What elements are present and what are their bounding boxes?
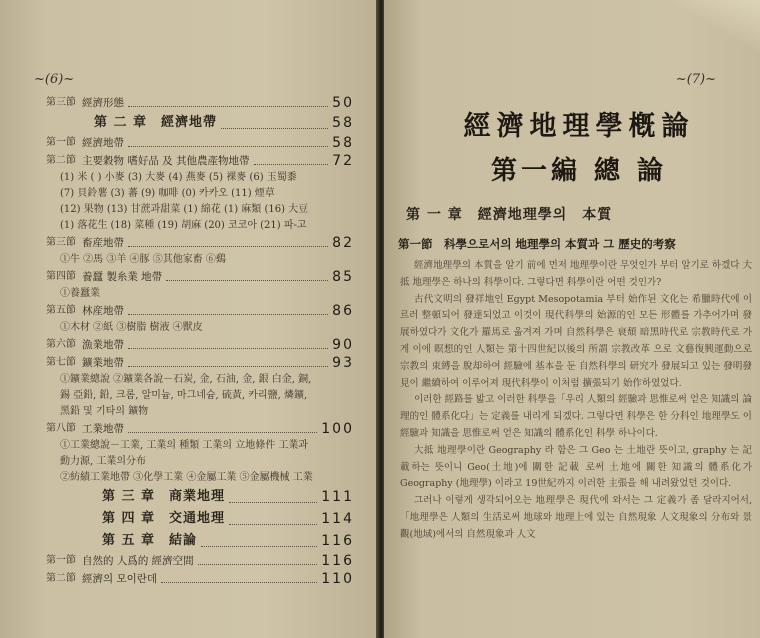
toc-section-number: 第八節 bbox=[46, 423, 76, 434]
toc-title: 第 三 章 商業地理 bbox=[102, 489, 226, 504]
toc-section-number: 第三節 bbox=[46, 97, 76, 108]
folded-page-corner bbox=[670, 0, 760, 52]
toc-page-number: 93 bbox=[332, 355, 354, 371]
toc-subitems-line: (12) 果物 (13) 甘蔗과甜菜 (1) 綿花 (1) 麻類 (16) 大豆 bbox=[60, 204, 309, 215]
left-page-number: ~(6)~ bbox=[34, 72, 75, 87]
toc-title: 主要穀物 嗜好品 及 其他農產物地帶 bbox=[82, 155, 250, 167]
section-title: 第一節 科學으로서의 地理學의 本質과 그 歷史的考察 bbox=[398, 237, 676, 251]
paragraph: 그러나 이렇게 생각되어오는 地理學은 現代에 와서는 그 定義가 좀 달라지어서,「地理學은 人類의 生活로써 地球와 地理上에 있는 自然現象 人文現象의 分布와 景觀(地域)에서의 自然現象과 人文 bbox=[400, 495, 752, 540]
toc-title: 鑛業地帶 bbox=[82, 357, 124, 369]
toc-title: 養蠶 製糸業 地帶 bbox=[82, 271, 163, 283]
toc-page-number: 110 bbox=[321, 571, 354, 587]
toc-subitems-line: ①牛 ②馬 ③羊 ④豚 ⑤其他家畜 ⑥鷄 bbox=[60, 254, 226, 265]
toc-page-number: 85 bbox=[332, 269, 354, 285]
toc-page-number: 116 bbox=[321, 553, 354, 569]
left-page bbox=[0, 0, 378, 638]
toc-subitems-line: 黑鉛 및 기타의 鑛物 bbox=[60, 406, 149, 417]
paragraph: 이러한 經路를 밟고 이러한 科學을「우리 人類의 經驗과 思惟로써 얻은 知識의 論理的인 體系化다」는 定義를 내리게 되겠다. 그렇다면 科學은 한 分科인 地理學도 이 經驗과 知識을 思惟로써 얻은 知識의 體系化인 科學 하나이다. bbox=[400, 394, 752, 439]
toc-entry-row bbox=[46, 302, 354, 320]
toc-entry-row bbox=[46, 336, 354, 354]
toc-title: 經濟形態 bbox=[82, 97, 124, 109]
toc-subitems-line: 錫 亞鉛, 鉛, 크롬, 알미늄, 마그네슘, 硫黃, 카리鹽, 燐鑛, bbox=[60, 390, 308, 401]
toc-section-number: 第一節 bbox=[46, 137, 76, 148]
toc-title: 第 二 章 經濟地帶 bbox=[94, 115, 218, 130]
toc-page-number: 82 bbox=[332, 235, 354, 251]
toc-leader-dots bbox=[128, 146, 328, 147]
toc-leader-dots bbox=[229, 524, 317, 525]
toc-section-number: 第六節 bbox=[46, 339, 76, 350]
toc-entry-row bbox=[46, 420, 354, 438]
toc-leader-dots bbox=[221, 128, 328, 129]
toc-chapter-row bbox=[46, 112, 354, 134]
toc-title: 第 四 章 交通地理 bbox=[102, 511, 226, 526]
toc-chapter-row bbox=[46, 486, 354, 508]
toc-section-number: 第一節 bbox=[46, 555, 76, 566]
toc-entry-row bbox=[46, 268, 354, 286]
toc-entry-row bbox=[46, 134, 354, 152]
toc-leader-dots bbox=[229, 502, 317, 503]
toc-entry-row bbox=[46, 570, 354, 588]
toc-title: 畜産地帶 bbox=[82, 237, 124, 249]
toc-entry-row bbox=[46, 234, 354, 252]
chapter-title: 第 一 章 經濟地理學의 本質 bbox=[406, 207, 613, 223]
toc-leader-dots bbox=[198, 564, 318, 565]
toc-entry-row bbox=[46, 354, 354, 372]
toc-section-number: 第三節 bbox=[46, 237, 76, 248]
toc-title: 工業地帶 bbox=[82, 423, 124, 435]
toc-leader-dots bbox=[254, 164, 329, 165]
toc-title: 自然的 人爲的 經濟空間 bbox=[82, 555, 194, 567]
toc-leader-dots bbox=[201, 546, 317, 547]
toc-page-number: 72 bbox=[332, 153, 354, 169]
toc-page-number: 116 bbox=[321, 533, 354, 549]
toc-subitems-line: 動力源, 工業의分布 bbox=[60, 456, 147, 467]
toc-leader-dots bbox=[128, 246, 328, 247]
toc-subitems-line: (1) 落花生 (18) 菜種 (19) 胡麻 (20) 코코아 (21) 파-고 bbox=[60, 220, 307, 231]
toc-subitems-line: ①養蠶業 bbox=[60, 288, 100, 299]
toc-chapter-row bbox=[46, 508, 354, 530]
toc-leader-dots bbox=[166, 280, 328, 281]
toc-section-number: 第七節 bbox=[46, 357, 76, 368]
toc-page-number: 90 bbox=[332, 337, 354, 353]
toc-page-number: 58 bbox=[332, 135, 354, 151]
toc-subitems-line: (1) 米 ( ) 小麥 (3) 大麥 (4) 燕麥 (5) 裸麥 (6) 玉蜀黍 bbox=[60, 172, 297, 183]
toc-page-number: 58 bbox=[332, 115, 354, 131]
toc-section-number: 第五節 bbox=[46, 305, 76, 316]
toc-page-number: 114 bbox=[321, 511, 354, 527]
toc-page-number: 100 bbox=[321, 421, 354, 437]
toc-title: 林産地帶 bbox=[82, 305, 124, 317]
toc-title: 漁業地帶 bbox=[82, 339, 124, 351]
toc-subitems-line: ①鑛業總說 ②鑛業各說－石炭, 金, 石油, 金, 銀 白金, 銅, bbox=[60, 374, 312, 385]
right-page-number: ~(7)~ bbox=[675, 72, 716, 87]
right-page bbox=[384, 0, 760, 638]
paragraph: 大抵 地理學이란 Geography 라 함은 그 Geo 는 土地란 뜻이고, graphy 는 記載하는 뜻이니 Geo(土地)에 關한 記載 로써 土地에 關한 知識의 體系化가 Geography (地理學) 이라고 19世紀까지 이러한 主張을 해 내려왔었던 것이다. bbox=[400, 444, 752, 490]
table-of-contents bbox=[46, 94, 354, 588]
part-title: 第一編 總 論 bbox=[490, 156, 668, 186]
toc-leader-dots bbox=[128, 432, 317, 433]
paragraph: 經濟地理學의 本質을 알기 前에 먼저 地理學이란 무엇인가 부터 알기로 하겠다 大抵 地理學은 하나의 科學이다. 그렇다면 科學이란 어떤 것인가? bbox=[400, 260, 752, 288]
toc-page-number: 50 bbox=[332, 95, 354, 111]
toc-chapter-row bbox=[46, 530, 354, 552]
toc-subitems-line: ①木材 ②紙 ③樹脂 樹液 ④獸皮 bbox=[60, 322, 203, 333]
toc-leader-dots bbox=[128, 348, 328, 349]
toc-leader-dots bbox=[161, 582, 317, 583]
body-text bbox=[400, 258, 752, 544]
book-title: 經濟地理學槪論 bbox=[463, 111, 695, 142]
toc-title: 經濟의 모이란데 bbox=[82, 573, 158, 585]
toc-leader-dots bbox=[128, 106, 328, 107]
toc-page-number: 111 bbox=[321, 489, 354, 505]
toc-entry-row bbox=[46, 552, 354, 570]
toc-leader-dots bbox=[128, 314, 328, 315]
toc-subitems-line: (7) 貝鈴薯 (3) 蕃 (9) 咖啡 (0) 카카오 (11) 煙草 bbox=[60, 188, 275, 199]
toc-section-number: 第四節 bbox=[46, 271, 76, 282]
toc-page-number: 86 bbox=[332, 303, 354, 319]
toc-title: 第 五 章 結論 bbox=[102, 533, 198, 548]
toc-title: 經濟地帶 bbox=[82, 137, 124, 149]
toc-subitems-line: ①工業總說－工業, 工業의 種類 工業의 立地條件 工業과 bbox=[60, 440, 309, 451]
toc-section-number: 第二節 bbox=[46, 155, 76, 166]
toc-entry-row bbox=[46, 94, 354, 112]
paragraph: 古代文明의 發祥地인 Egypt Mesopotamia 부터 始作된 文化는 希臘時代에 이르러 整頓되어 發達되었고 이것이 現代科學의 始源的인 모든 形體를 가추어가며 發展하였다가 文化가 羅馬로 옮겨져 가며 自然科學은 衰頹 暗黑時代로 宗教時代로 가게 이에 瞑想的인 人類는 第十四世紀以後의 所謂 宗教改革 으로 文藝復興運動으로 宗教의 束縛을 脫却하여 經驗에 基本을 둔 自然科學의 研究가 發展되고 있는 發明發見이 繼續하여 이루어져 現代科學이 이처럼 擴張되기 始作하였었다. bbox=[400, 293, 752, 389]
toc-subitems-line: ②紡績工業地帶 ③化學工業 ④金屬工業 ⑤金屬機械 工業 bbox=[60, 472, 313, 483]
toc-leader-dots bbox=[128, 366, 328, 367]
toc-entry-row bbox=[46, 152, 354, 170]
toc-section-number: 第二節 bbox=[46, 573, 76, 584]
